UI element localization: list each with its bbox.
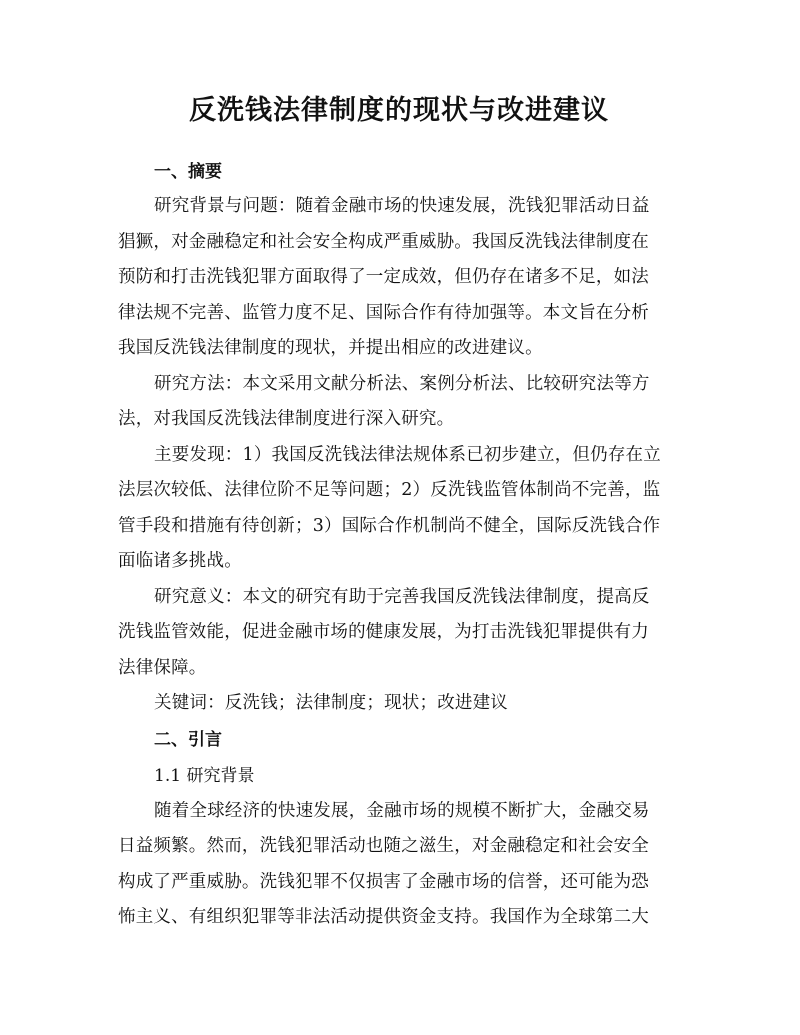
- intro-background-paragraph: [118, 794, 680, 936]
- text-line: 研究意义：本文的研究有助于完善我国反洗钱法律制度，提高反: [154, 586, 650, 607]
- text-line: 怖主义、有组织犯罪等非法活动提供资金支持。我国作为全球第二大: [118, 907, 649, 927]
- text-line: 随着全球经济的快速发展，金融市场的规模不断扩大，金融交易: [154, 800, 650, 821]
- text-line: 研究背景与问题：随着金融市场的快速发展，洗钱犯罪活动日益: [154, 196, 650, 216]
- text-line: 研究方法：本文采用文献分析法、案例分析法、比较研究法等方: [154, 373, 650, 394]
- document-page: [118, 86, 680, 936]
- text-line: 我国反洗钱法律制度的现状，并提出相应的改进建议。: [118, 338, 543, 358]
- text-line: 日益频繁。然而，洗钱犯罪活动也随之滋生，对金融稳定和社会安全: [118, 836, 649, 856]
- text-line: 法层次较低、法律位阶不足等问题；2）反洗钱监管体制尚不完善，监: [118, 480, 661, 500]
- text-line: 法律保障。: [118, 657, 207, 678]
- text-line: 主要发现：1）我国反洗钱法律法规体系已初步建立，但仍存在立: [154, 444, 661, 465]
- text-line: 洗钱监管效能，促进金融市场的健康发展，为打击洗钱犯罪提供有力: [118, 622, 649, 642]
- intro-subheading: 1.1 研究背景: [154, 765, 255, 786]
- text-line: 法，对我国反洗钱法律制度进行深入研究。: [118, 409, 455, 429]
- text-line: 律法规不完善、监管力度不足、国际合作有待加强等。本文旨在分析: [118, 302, 649, 323]
- text-line: 猖獗，对金融稳定和社会安全构成严重威胁。我国反洗钱法律制度在: [118, 231, 649, 252]
- text-line: 预防和打击洗钱犯罪方面取得了一定成效，但仍存在诸多不足，如法: [118, 267, 649, 287]
- document-title: 反洗钱法律制度的现状与改进建议: [189, 95, 609, 126]
- abstract-significance-paragraph: [118, 580, 680, 687]
- text-line: 构成了严重威胁。洗钱犯罪不仅损害了金融市场的信誉，还可能为恐: [118, 871, 649, 892]
- abstract-background-paragraph: [118, 189, 680, 367]
- abstract-method-paragraph: [118, 367, 680, 438]
- abstract-heading: 一、摘要: [154, 162, 222, 182]
- intro-heading: 二、引言: [154, 729, 222, 750]
- text-line: 管手段和措施有待创新；3）国际合作机制尚不健全，国际反洗钱合作: [118, 515, 661, 536]
- text-line: 面临诸多挑战。: [118, 551, 242, 571]
- keywords-line: 关键词：反洗钱；法律制度；现状；改进建议: [154, 693, 508, 713]
- abstract-findings-paragraph: [118, 438, 680, 580]
